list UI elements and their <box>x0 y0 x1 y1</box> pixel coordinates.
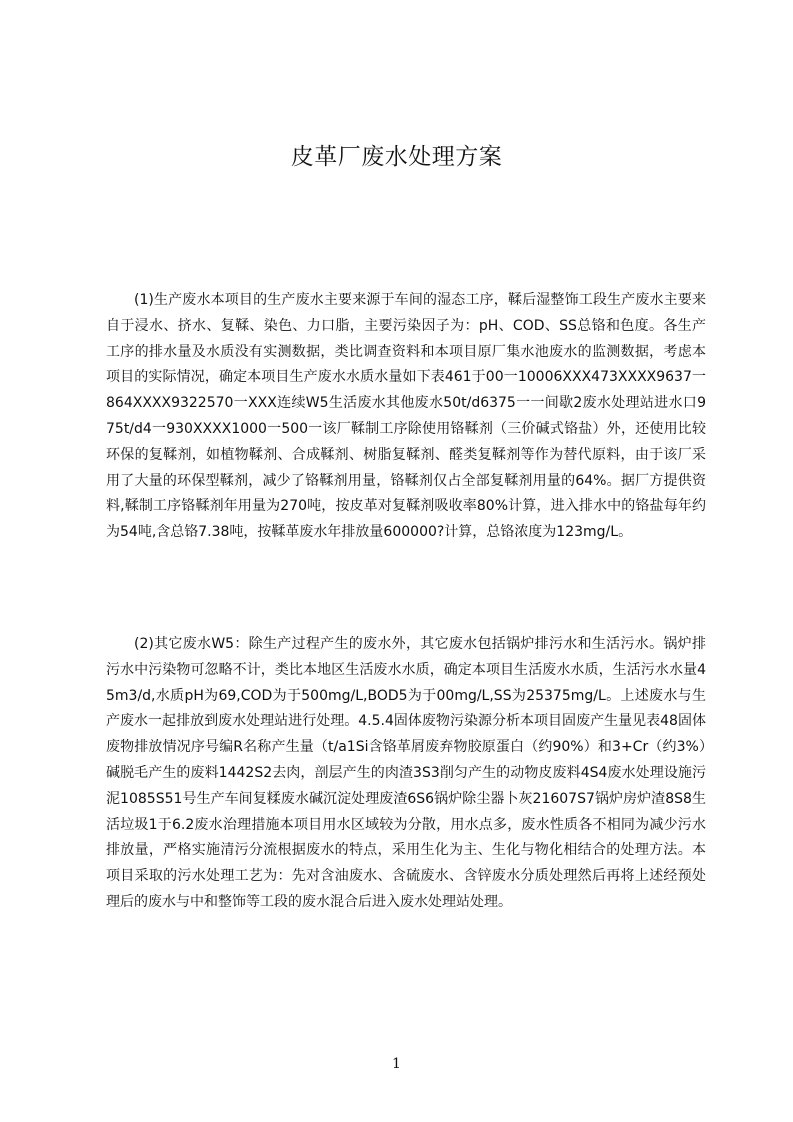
paragraph-production-wastewater: (1)生产废水本项目的生产废水主要来源于车间的湿态工序，鞣后湿整饰工段生产废水主要来自于浸水、挤水、复鞣、染色、力口脂，主要污染因子为：pH、COD、SS总铬和色度。各生产工序的排水量及水质没有实测数据，类比调查资料和本项目原厂集水池废水的监测数据，考虑本项目的实际情况，确定本项目生产废水水质水量如下表461于00一10006XXX473XXXX9637一864XXXX9322570一XXX连续W5生活废水其他废水50t/d6375一一间歇2废水处理站进水口975t/d4一930XXXX1000一500一该厂鞣制工序除使用铬鞣剂（三价碱式铬盐）外，还使用比较环保的复鞣剂，如植物鞣剂、合成鞣剂、树脂复鞣剂、醛类复鞣剂等作为替代原料，由于该厂采用了大量的环保型鞣剂，减少了铬鞣剂用量，铬鞣剂仅占全部复鞣剂用量的64%。据厂方提供资料,鞣制工序铬鞣剂年用量为270吨，按皮革对复鞣剂吸收率80%计算，进入排水中的铬盐每年约为54吨,含总铬7.38吨，按鞣革废水年排放量600000?计算，总铬浓度为123mg/L。 <box>106 292 706 541</box>
document-title: 皮革厂废水处理方案 <box>290 144 503 170</box>
paragraph-other-wastewater: (2)其它废水W5：除生产过程产生的废水外，其它废水包括锅炉排污水和生活污水。锅炉排污水中污染物可忽略不计，类比本地区生活废水水质，确定本项目生活废水水质，生活污水水量45m3/d,水质pH为69,COD为于500mg/L,BOD5为于00mg/L,SS为25375mg/L。上述废水与生产废水一起排放到废水处理站进行处理。4.5.4固体废物污染源分析本项目固废产生量见表48固体废物排放情况序号编R名称产生量（t/a1Si含铬革屑废弃物胶原蛋白（约90%）和3+Cr（约3%）碱脱毛产生的废料1442S2去肉，剖层产生的肉渣3S3削匀产生的动物皮废料4S4废水处理设施污泥1085S51号生产车间复糅废水碱沉淀处理废渣6S6锅炉除尘器卜灰21607S7锅炉房炉渣8S8生活垃圾1于6.2废水治理措施本项目用水区域较为分散，用水点多，废水性质各不相同为减少污水排放量，严格实施清污分流根据废水的特点，采用生化为主、生化与物化相结合的处理方法。本项目采取的污水处理工艺为：先对含油废水、含硫废水、含锌废水分质处理然后再将上述经预处理后的废水与中和整饰等工段的废水混合后进入废水处理站处理。 <box>106 636 706 910</box>
page-number: 1 <box>392 1056 401 1072</box>
